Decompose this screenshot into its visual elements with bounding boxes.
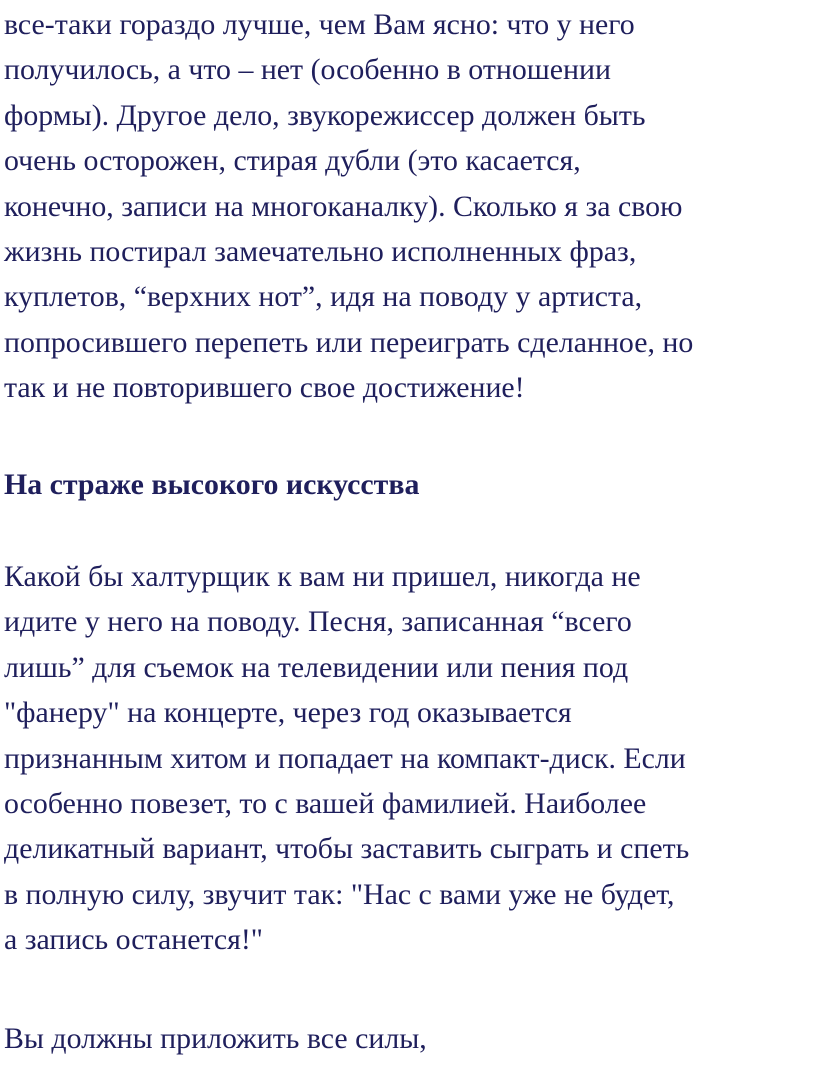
paragraph-recording-takes <box>4 2 816 411</box>
text-line: так и не повторившего свое достижение! <box>4 371 525 405</box>
section-heading: На страже высокого искусства <box>4 468 420 501</box>
text-line: куплетов, “верхних нот”, идя на поводу у артиста, <box>4 280 643 314</box>
text-line: попросившего перепеть или переиграть сделанное, но <box>4 325 694 359</box>
text-line: в полную силу, звучит так: "Нас с вами уже не будет, <box>4 877 675 911</box>
text-line: получилось, а что – нет (особенно в отношении <box>4 53 611 87</box>
text-line: очень осторожен, стирая дубли (это касается, <box>4 144 581 178</box>
section-heading-block <box>4 462 816 507</box>
text-line: особенно повезет, то с вашей фамилией. Наиболее <box>4 786 647 820</box>
text-line: лишь” для съемок на телевидении или пения под <box>4 650 629 684</box>
text-line: жизнь постирал замечательно исполненных фраз, <box>4 234 637 268</box>
text-line: Какой бы халтурщик к вам ни пришел, никогда не <box>4 560 641 593</box>
text-line: конечно, записи на многоканалку). Сколько я за свою <box>4 189 683 223</box>
text-line: Вы должны приложить все силы, <box>4 1022 427 1055</box>
text-line: формы). Другое дело, звукорежиссер должен быть <box>4 98 646 132</box>
text-line: признанным хитом и попадает на компакт-диск. Если <box>4 741 686 775</box>
paragraph-high-art <box>4 554 816 963</box>
text-line: а запись останется!" <box>4 923 263 957</box>
text-line: идите у него на поводу. Песня, записанная “всего <box>4 605 632 639</box>
paragraph-final <box>4 1016 816 1061</box>
text-line: деликатный вариант, чтобы заставить сыграть и спеть <box>4 832 690 866</box>
text-line: все-таки гораздо лучше, чем Вам ясно: что у него <box>4 8 635 41</box>
text-line: "фанеру" на концерте, через год оказывается <box>4 696 572 730</box>
